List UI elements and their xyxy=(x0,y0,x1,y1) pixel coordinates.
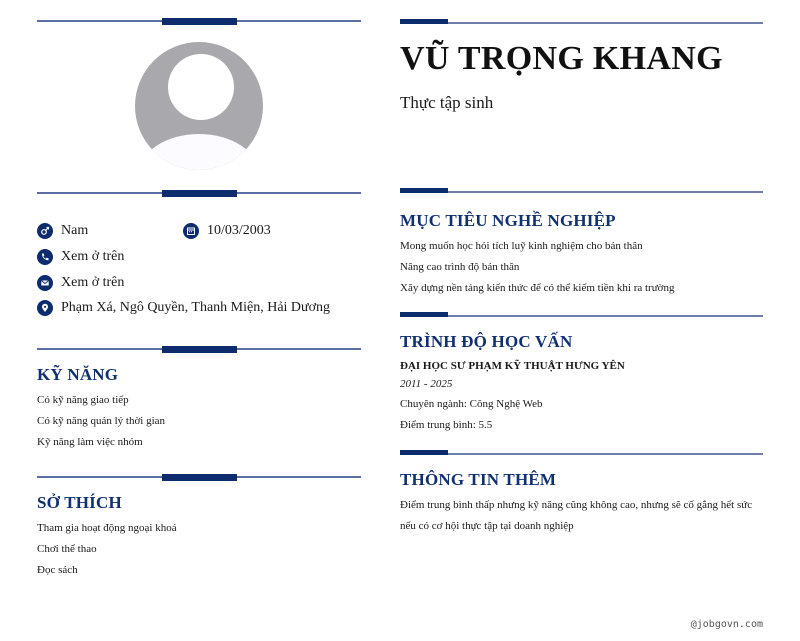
skill-item: Có kỹ năng quản lý thời gian xyxy=(37,415,166,427)
skill-item: Kỹ năng làm việc nhóm xyxy=(37,436,143,448)
hobby-item: Đọc sách xyxy=(37,564,78,576)
phone-icon xyxy=(37,249,53,265)
phone-row xyxy=(37,249,124,265)
birthdate-row xyxy=(183,223,271,239)
gender-icon xyxy=(37,223,53,239)
phone-value: Xem ở trên xyxy=(61,249,125,264)
objective-divider xyxy=(400,191,763,193)
objective-title: MỤC TIÊU NGHỀ NGHIỆP xyxy=(400,211,616,230)
email-row xyxy=(37,275,124,291)
calendar-icon xyxy=(183,223,199,239)
skills-title: KỸ NĂNG xyxy=(37,365,119,384)
additional-title: THÔNG TIN THÊM xyxy=(400,470,557,489)
hobby-item: Tham gia hoạt động ngoại khoá xyxy=(37,522,177,534)
full-name: VŨ TRỌNG KHANG xyxy=(400,40,723,77)
gender-value: Nam xyxy=(61,223,89,238)
objective-item: Nâng cao trình độ bản thân xyxy=(400,261,520,273)
education-years: 2011 - 2025 xyxy=(400,378,453,390)
hobby-item: Chơi thể thao xyxy=(37,543,97,555)
left-divider-under-avatar xyxy=(37,192,361,194)
education-title: TRÌNH ĐỘ HỌC VẤN xyxy=(400,332,573,351)
hobbies-divider xyxy=(37,476,361,478)
address-row xyxy=(37,300,330,316)
skill-item: Có kỹ năng giao tiếp xyxy=(37,394,129,406)
email-value: Xem ở trên xyxy=(61,275,125,290)
birthdate-value: 10/03/2003 xyxy=(207,223,271,238)
education-divider xyxy=(400,315,763,317)
job-position: Thực tập sinh xyxy=(400,93,494,112)
address-value: Phạm Xá, Ngô Quyền, Thanh Miện, Hải Dương xyxy=(61,300,331,315)
skills-divider xyxy=(37,348,361,350)
left-divider-top xyxy=(37,20,361,22)
additional-divider xyxy=(400,453,763,455)
education-gpa: Điểm trung bình: 5.5 xyxy=(400,419,493,431)
avatar-placeholder-icon xyxy=(135,42,263,170)
gender-row xyxy=(37,223,88,239)
additional-text: Điểm trung bình thấp nhưng kỹ năng cũng không cao, nhưng sẽ cố gắng hết sức nếu có cơ hội thực tập tại doanh nghiệp xyxy=(400,499,753,532)
objective-item: Xây dựng nền tảng kiến thức để có thể kiếm tiền khi ra trường xyxy=(400,282,675,294)
education-major: Chuyên ngành: Công Nghệ Web xyxy=(400,398,543,410)
location-icon xyxy=(37,300,53,316)
skills-list xyxy=(37,390,165,453)
school-name: ĐẠI HỌC SƯ PHẠM KỸ THUẬT HƯNG YÊN xyxy=(400,360,625,372)
education-details xyxy=(400,394,543,436)
right-divider-top xyxy=(400,22,763,24)
hobbies-title: SỞ THÍCH xyxy=(37,493,122,512)
hobbies-list xyxy=(37,518,177,581)
email-icon xyxy=(37,275,53,291)
objective-item: Mong muốn học hỏi tích luỹ kinh nghiệm cho bản thân xyxy=(400,240,643,252)
watermark: @jobgovn.com xyxy=(690,619,763,630)
objective-list xyxy=(400,236,675,299)
